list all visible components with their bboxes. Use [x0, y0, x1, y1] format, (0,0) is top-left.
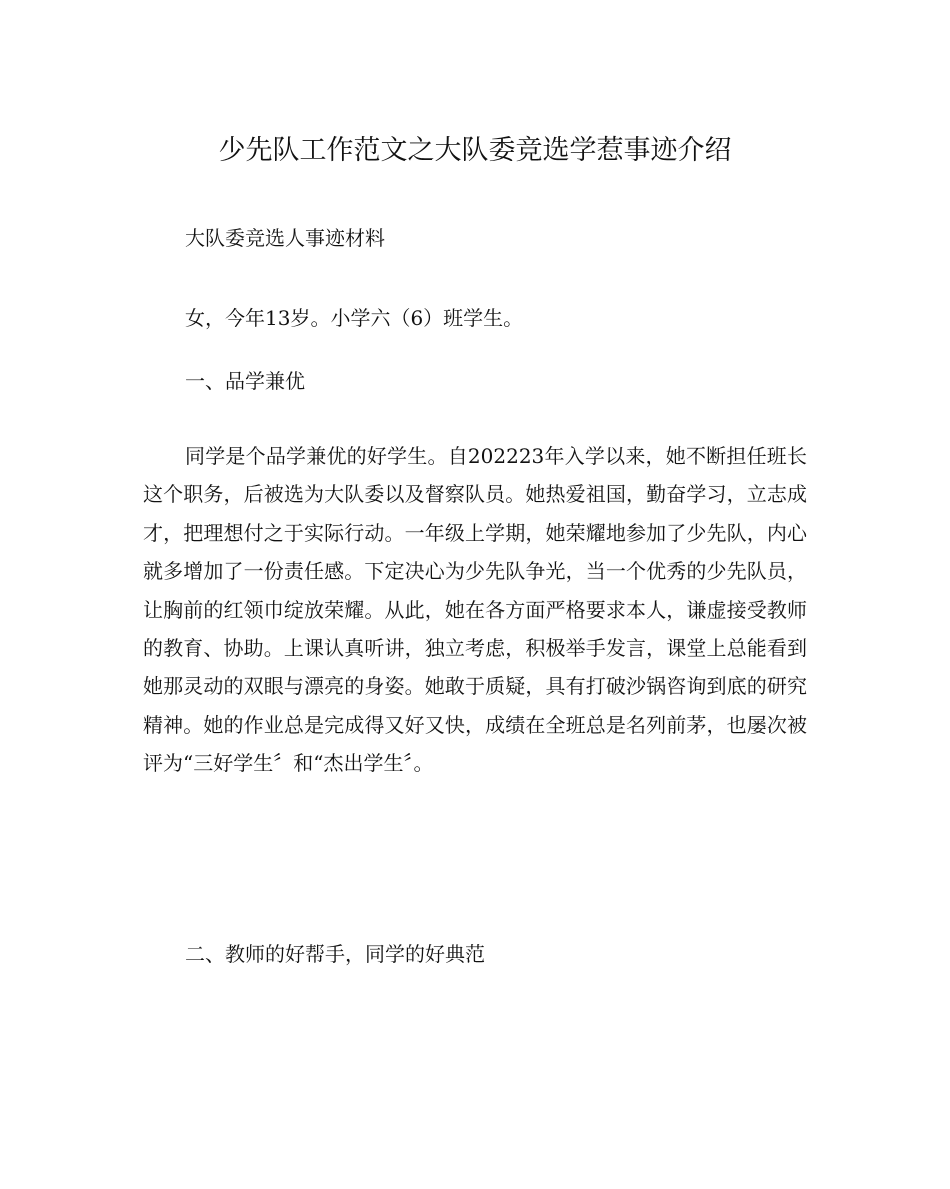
paragraph-intro: 女，今年13岁。小学六（6）班学生。 [185, 306, 524, 330]
section-heading-2: 二、教师的好帮手，同学的好典范 [185, 942, 485, 966]
paragraph-materials-heading: 大队委竞选人事迹材料 [185, 226, 385, 250]
document-title: 少先队工作范文之大队委竞选学惹事迹介绍 [218, 135, 732, 166]
section-heading-1: 一、品学兼优 [185, 369, 305, 393]
paragraph-body: 同学是个品学兼优的好学生。自202223年入学以来，她不断担任班长这个职务，后被选为大队委以及督察队员。她热爱祖国，勤奋学习，立志成才，把理想付之于实际行动。一年级上学期，她荣耀地参加了少先队，内心就多增加了一份责任感。下定决心为少先队争光，当一个优秀的少先队员，让胸前的红领巾绽放荣耀。从此，她在各方面严格要求本人，谦虚接受教师的教育、协助。上课认真听讲，独立考虑，积极举手发言，课堂上总能看到她那灵动的双眼与漂亮的身姿。她敢于质疑，具有打破沙锅咨询到底的研究精神。她的作业总是完成得又好又快，成绩在全班总是名列前茅，也屡次被评为“三好学生〞和“杰出学生〞。 [143, 444, 807, 776]
